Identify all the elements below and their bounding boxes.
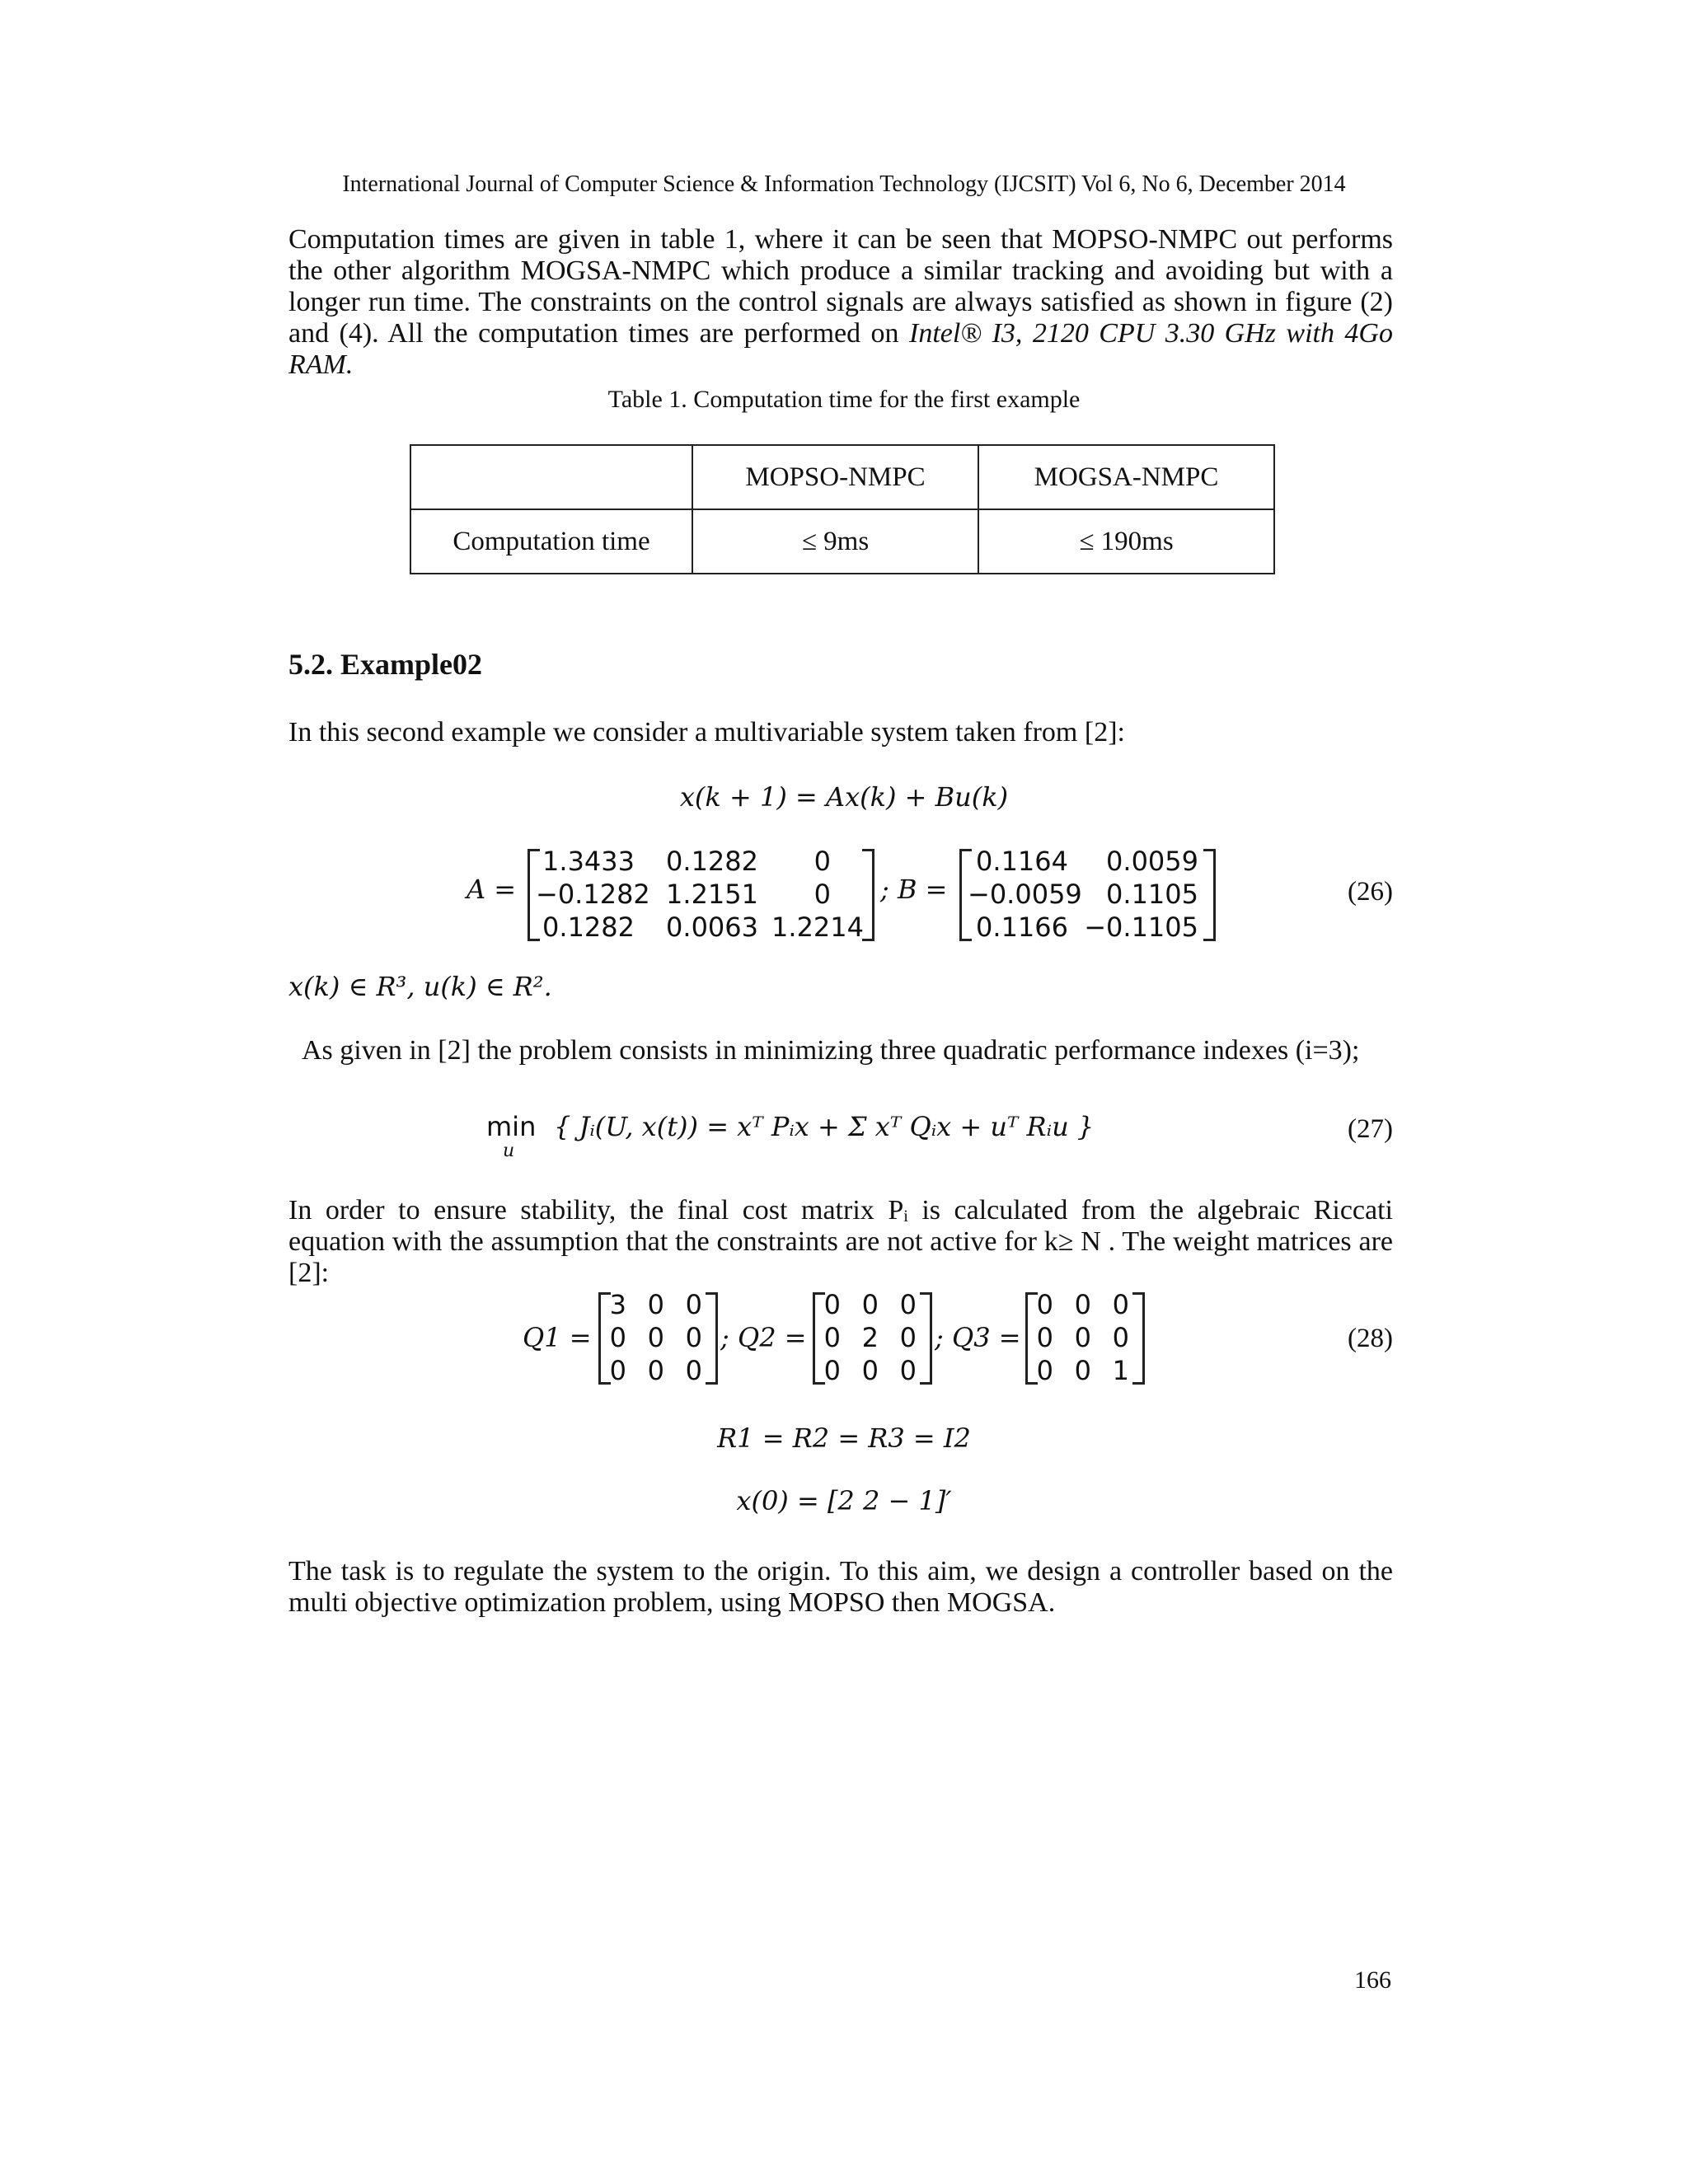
computation-time-table xyxy=(410,444,1275,574)
table-header-cell: MOPSO-NMPC xyxy=(692,445,978,509)
matrix-q1-right-bracket xyxy=(706,1292,718,1385)
paragraph-performance-indexes: As given in [2] the problem consists in minimizing three quadratic performance indexes (i=3); xyxy=(302,1035,1360,1066)
paragraph-stability: In order to ensure stability, the final cost matrix Pᵢ is calculated from the algebraic Riccati equation with the assumption that the constraints are not active for k≥ N . The weight matrices are [2]: xyxy=(288,1195,1393,1288)
matrix-q2-right-bracket xyxy=(920,1292,932,1385)
matrix-q2-cell: 0 xyxy=(823,1322,841,1353)
equation-27-min-subscript: u xyxy=(503,1141,515,1161)
paragraph-example-intro: In this second example we consider a multivariable system taken from [2]: xyxy=(288,717,1125,748)
matrix-q2-label: ; Q2 = xyxy=(720,1322,807,1353)
matrix-q3-right-bracket xyxy=(1132,1292,1145,1385)
matrix-a-cell: −0.1282 xyxy=(536,879,650,910)
matrix-q3-label: ; Q3 = xyxy=(935,1322,1021,1353)
domain-statement: x(k) ∈ R³, u(k) ∈ R². xyxy=(288,971,552,1002)
matrix-q2-cell: 0 xyxy=(861,1355,879,1386)
matrix-a-cell: 0.1282 xyxy=(542,912,635,943)
table-cell: Computation time xyxy=(410,509,692,574)
matrix-q1-cell: 0 xyxy=(647,1355,664,1386)
matrix-q3-cell: 1 xyxy=(1112,1355,1129,1386)
matrix-q1-cell: 0 xyxy=(647,1322,664,1353)
matrix-b-right-bracket xyxy=(1203,849,1216,941)
matrix-a-cell: 0.1282 xyxy=(666,846,758,877)
matrix-a-cell: 0 xyxy=(814,846,831,877)
matrix-q3-cell: 0 xyxy=(1036,1355,1053,1386)
matrix-q2-cell: 0 xyxy=(861,1289,879,1320)
matrix-q1-cell: 0 xyxy=(609,1355,626,1386)
matrix-b-cell: 0.1105 xyxy=(1106,879,1198,910)
matrix-q3-cell: 0 xyxy=(1036,1322,1053,1353)
equation-27-body: { Jᵢ(U, x(t)) = xᵀ Pᵢx + Σ xᵀ Qᵢx + uᵀ Rᵢu } xyxy=(554,1111,1095,1142)
matrix-q2-cell: 0 xyxy=(899,1322,917,1353)
section-heading: 5.2. Example02 xyxy=(288,648,483,681)
equation-system xyxy=(0,781,1688,813)
matrix-q1-cell: 0 xyxy=(685,1322,702,1353)
matrix-q2-cell: 2 xyxy=(861,1322,879,1353)
matrix-q3-cell: 0 xyxy=(1074,1289,1091,1320)
equation-r-weights: R1 = R2 = R3 = I2 xyxy=(717,1422,971,1454)
paragraph-task: The task is to regulate the system to the origin. To this aim, we design a controller based on the multi objective optimization problem, using MOPSO then MOGSA. xyxy=(288,1556,1393,1618)
matrix-a-label: A = xyxy=(467,874,517,905)
matrix-q2-cell: 0 xyxy=(823,1289,841,1320)
matrix-a-cell: 0.0063 xyxy=(666,912,758,943)
matrix-a-right-bracket xyxy=(862,849,874,941)
matrix-q3-cell: 0 xyxy=(1036,1289,1053,1320)
matrix-q3-cell: 0 xyxy=(1112,1289,1129,1320)
table-cell: ≤ 190ms xyxy=(978,509,1274,574)
table-header-row xyxy=(410,445,1274,509)
matrix-a-cell: 1.2151 xyxy=(666,879,758,910)
page-number: 166 xyxy=(1354,1966,1391,1994)
equation-initial-state: x(0) = [2 2 − 1]′ xyxy=(736,1485,952,1516)
matrix-q1-cell: 0 xyxy=(685,1355,702,1386)
equation-27-min: min xyxy=(486,1111,537,1142)
matrix-q2-cell: 0 xyxy=(899,1355,917,1386)
matrix-q2-cell: 0 xyxy=(899,1289,917,1320)
matrix-q1-cell: 0 xyxy=(647,1289,664,1320)
paragraph-computation-times xyxy=(288,224,1393,381)
matrix-q3-cell: 0 xyxy=(1074,1322,1091,1353)
equation-number: (27) xyxy=(1348,1114,1393,1144)
matrix-b-cell: 0.1166 xyxy=(976,912,1068,943)
matrix-b-cell: 0.1164 xyxy=(976,846,1068,877)
equation-number: (26) xyxy=(1348,877,1393,907)
table-header-cell xyxy=(410,445,692,509)
matrix-q2-cell: 0 xyxy=(823,1355,841,1386)
matrix-b-cell: −0.1105 xyxy=(1084,912,1198,943)
matrix-a-cell: 1.2214 xyxy=(771,912,864,943)
journal-header: International Journal of Computer Science & Information Technology (IJCSIT) Vol 6, No 6, December 2014 xyxy=(342,171,1346,197)
equation-number: (28) xyxy=(1348,1324,1393,1353)
matrix-a-cell: 0 xyxy=(814,879,831,910)
matrix-q1-cell: 3 xyxy=(609,1289,626,1320)
table-row xyxy=(410,509,1274,574)
matrix-b-cell: 0.0059 xyxy=(1106,846,1198,877)
matrix-q3-cell: 0 xyxy=(1074,1355,1091,1386)
table-header-cell: MOGSA-NMPC xyxy=(978,445,1274,509)
table-cell: ≤ 9ms xyxy=(692,509,978,574)
paragraph-italic-hardware: Intel® I3, 2120 CPU 3.30 GHz with 4Go RAM. xyxy=(288,318,1393,380)
matrix-b-cell: −0.0059 xyxy=(968,879,1082,910)
matrix-q1-cell: 0 xyxy=(609,1322,626,1353)
equation-system-text: x(k + 1) = Ax(k) + Bu(k) xyxy=(679,781,1009,813)
paragraph-text: Computation times are given in table 1, where it can be seen that MOPSO-NMPC out performs the other algorithm MOGSA-NMPC which produce a similar tracking and avoiding but with a longer run time. The constraints on the control signals are always satisfied as shown in figure (2) and (4). All the computation times are performed on xyxy=(288,224,1393,349)
matrix-q3-cell: 0 xyxy=(1112,1322,1129,1353)
matrix-b-label: ; B = xyxy=(880,874,948,905)
matrix-q1-label: Q1 = xyxy=(523,1322,592,1353)
matrix-q1-cell: 0 xyxy=(685,1289,702,1320)
table-caption: Table 1. Computation time for the first example xyxy=(607,386,1081,413)
matrix-a-cell: 1.3433 xyxy=(542,846,635,877)
